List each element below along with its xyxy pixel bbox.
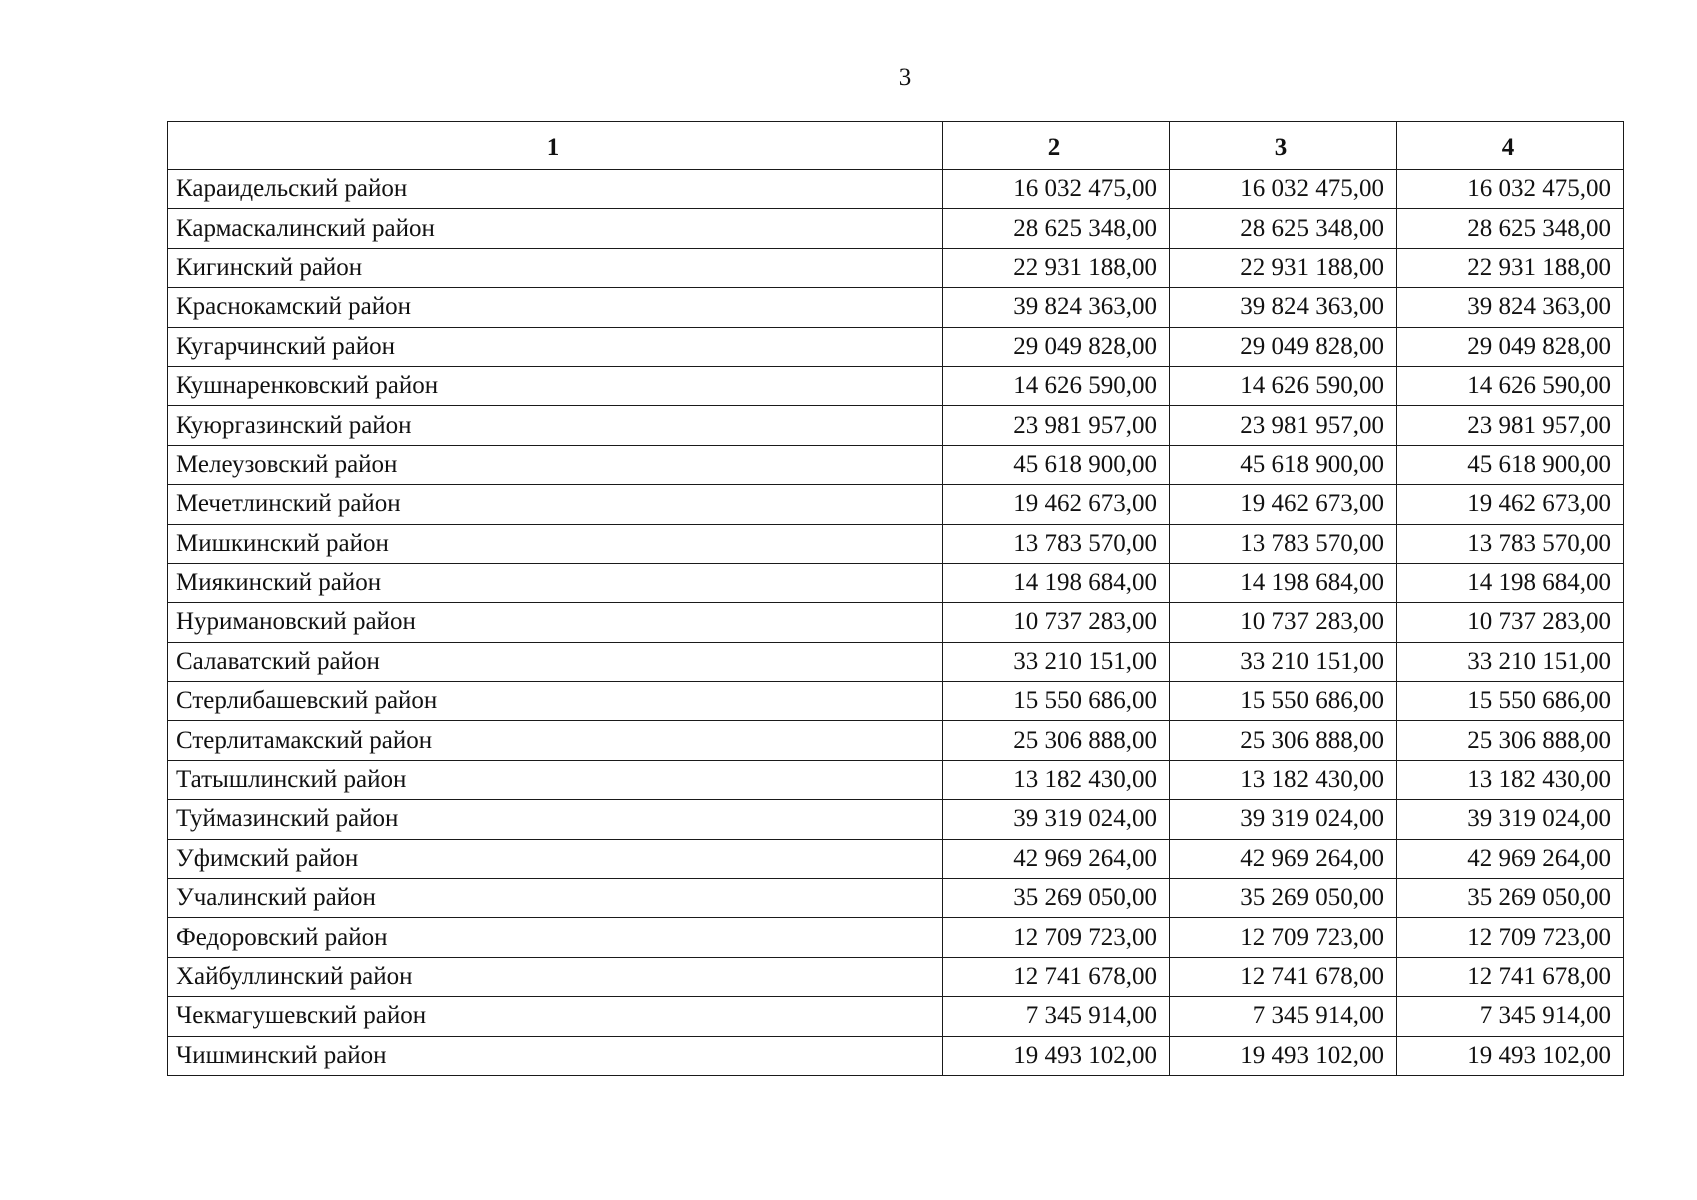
- amount-cell-col-4: 12 709 723,00: [1397, 918, 1624, 957]
- amount-cell-col-3: 14 198 684,00: [1170, 563, 1397, 602]
- amount-cell-col-3: 13 182 430,00: [1170, 760, 1397, 799]
- amount-cell-col-3: 13 783 570,00: [1170, 524, 1397, 563]
- amount-cell-col-4: 15 550 686,00: [1397, 682, 1624, 721]
- amount-cell-col-4: 42 969 264,00: [1397, 839, 1624, 878]
- page-number: 3: [898, 64, 912, 91]
- district-name-cell: Куюргазинский район: [168, 406, 943, 445]
- amount-cell-col-4: 35 269 050,00: [1397, 879, 1624, 918]
- table-row: [168, 288, 1624, 327]
- district-name-cell: Татышлинский район: [168, 760, 943, 799]
- amount-cell-col-2: 13 783 570,00: [943, 524, 1170, 563]
- table-row: [168, 760, 1624, 799]
- district-name-cell: Кугарчинский район: [168, 327, 943, 366]
- amount-cell-col-4: 12 741 678,00: [1397, 957, 1624, 996]
- amount-cell-col-2: 10 737 283,00: [943, 603, 1170, 642]
- amount-cell-col-2: 28 625 348,00: [943, 209, 1170, 248]
- district-name-cell: Мелеузовский район: [168, 445, 943, 484]
- table-row: [168, 170, 1624, 209]
- amount-cell-col-4: 13 182 430,00: [1397, 760, 1624, 799]
- district-name-cell: Салаватский район: [168, 642, 943, 681]
- table-row: [168, 406, 1624, 445]
- amount-cell-col-2: 13 182 430,00: [943, 760, 1170, 799]
- district-name-cell: Чишминский район: [168, 1036, 943, 1075]
- amount-cell-col-4: 14 626 590,00: [1397, 366, 1624, 405]
- amount-cell-col-2: 23 981 957,00: [943, 406, 1170, 445]
- amount-cell-col-3: 12 709 723,00: [1170, 918, 1397, 957]
- district-name-cell: Уфимский район: [168, 839, 943, 878]
- table-row: [168, 327, 1624, 366]
- amount-cell-col-2: 16 032 475,00: [943, 170, 1170, 209]
- amount-cell-col-4: 10 737 283,00: [1397, 603, 1624, 642]
- amount-cell-col-3: 14 626 590,00: [1170, 366, 1397, 405]
- amount-cell-col-2: 7 345 914,00: [943, 997, 1170, 1036]
- amount-cell-col-4: 25 306 888,00: [1397, 721, 1624, 760]
- amount-cell-col-4: 29 049 828,00: [1397, 327, 1624, 366]
- amount-cell-col-4: 22 931 188,00: [1397, 248, 1624, 287]
- amount-cell-col-2: 12 741 678,00: [943, 957, 1170, 996]
- amount-cell-col-3: 22 931 188,00: [1170, 248, 1397, 287]
- amount-cell-col-3: 25 306 888,00: [1170, 721, 1397, 760]
- table-row: [168, 642, 1624, 681]
- table-row: [168, 879, 1624, 918]
- amount-cell-col-3: 10 737 283,00: [1170, 603, 1397, 642]
- table-row: [168, 485, 1624, 524]
- table-row: [168, 366, 1624, 405]
- district-name-cell: Мечетлинский район: [168, 485, 943, 524]
- district-name-cell: Учалинский район: [168, 879, 943, 918]
- amount-cell-col-3: 29 049 828,00: [1170, 327, 1397, 366]
- district-name-cell: Кушнаренковский район: [168, 366, 943, 405]
- amount-cell-col-2: 14 626 590,00: [943, 366, 1170, 405]
- table-row: [168, 1036, 1624, 1075]
- district-name-cell: Федоровский район: [168, 918, 943, 957]
- district-name-cell: Кигинский район: [168, 248, 943, 287]
- amount-cell-col-2: 25 306 888,00: [943, 721, 1170, 760]
- amount-cell-col-4: 39 824 363,00: [1397, 288, 1624, 327]
- amount-cell-col-2: 29 049 828,00: [943, 327, 1170, 366]
- table-row: [168, 248, 1624, 287]
- amount-cell-col-4: 14 198 684,00: [1397, 563, 1624, 602]
- amount-cell-col-2: 14 198 684,00: [943, 563, 1170, 602]
- district-name-cell: Караидельский район: [168, 170, 943, 209]
- amount-cell-col-3: 28 625 348,00: [1170, 209, 1397, 248]
- district-name-cell: Нуримановский район: [168, 603, 943, 642]
- amount-cell-col-2: 45 618 900,00: [943, 445, 1170, 484]
- district-name-cell: Чекмагушевский район: [168, 997, 943, 1036]
- amount-cell-col-4: 19 462 673,00: [1397, 485, 1624, 524]
- amount-cell-col-2: 19 493 102,00: [943, 1036, 1170, 1075]
- amount-cell-col-4: 39 319 024,00: [1397, 800, 1624, 839]
- amount-cell-col-3: 39 319 024,00: [1170, 800, 1397, 839]
- amount-cell-col-4: 13 783 570,00: [1397, 524, 1624, 563]
- table-row: [168, 563, 1624, 602]
- amount-cell-col-3: 39 824 363,00: [1170, 288, 1397, 327]
- amount-cell-col-3: 16 032 475,00: [1170, 170, 1397, 209]
- amount-cell-col-3: 19 462 673,00: [1170, 485, 1397, 524]
- column-header-1: 1: [168, 122, 943, 170]
- amount-cell-col-3: 45 618 900,00: [1170, 445, 1397, 484]
- district-name-cell: Мишкинский район: [168, 524, 943, 563]
- district-name-cell: Кармаскалинский район: [168, 209, 943, 248]
- district-name-cell: Миякинский район: [168, 563, 943, 602]
- amount-cell-col-4: 28 625 348,00: [1397, 209, 1624, 248]
- district-name-cell: Хайбуллинский район: [168, 957, 943, 996]
- header-row: [168, 122, 1624, 170]
- amount-cell-col-3: 19 493 102,00: [1170, 1036, 1397, 1075]
- district-name-cell: Туймазинский район: [168, 800, 943, 839]
- amount-cell-col-2: 19 462 673,00: [943, 485, 1170, 524]
- district-name-cell: Стерлитамакский район: [168, 721, 943, 760]
- table-row: [168, 997, 1624, 1036]
- district-name-cell: Краснокамский район: [168, 288, 943, 327]
- amount-cell-col-2: 33 210 151,00: [943, 642, 1170, 681]
- amount-cell-col-4: 23 981 957,00: [1397, 406, 1624, 445]
- amount-cell-col-3: 42 969 264,00: [1170, 839, 1397, 878]
- amount-cell-col-3: 15 550 686,00: [1170, 682, 1397, 721]
- amount-cell-col-4: 19 493 102,00: [1397, 1036, 1624, 1075]
- amount-cell-col-3: 12 741 678,00: [1170, 957, 1397, 996]
- amount-cell-col-2: 42 969 264,00: [943, 839, 1170, 878]
- amount-cell-col-2: 39 319 024,00: [943, 800, 1170, 839]
- amount-cell-col-2: 12 709 723,00: [943, 918, 1170, 957]
- amount-cell-col-3: 33 210 151,00: [1170, 642, 1397, 681]
- table-row: [168, 445, 1624, 484]
- table-row: [168, 918, 1624, 957]
- district-name-cell: Стерлибашевский район: [168, 682, 943, 721]
- table-row: [168, 524, 1624, 563]
- amount-cell-col-3: 7 345 914,00: [1170, 997, 1397, 1036]
- table-row: [168, 603, 1624, 642]
- amount-cell-col-4: 16 032 475,00: [1397, 170, 1624, 209]
- amount-cell-col-4: 33 210 151,00: [1397, 642, 1624, 681]
- amount-cell-col-4: 45 618 900,00: [1397, 445, 1624, 484]
- table-row: [168, 721, 1624, 760]
- amount-cell-col-2: 15 550 686,00: [943, 682, 1170, 721]
- column-header-3: 3: [1170, 122, 1397, 170]
- column-header-2: 2: [943, 122, 1170, 170]
- table-row: [168, 800, 1624, 839]
- table-row: [168, 682, 1624, 721]
- table-body: [168, 170, 1624, 1076]
- amount-cell-col-3: 35 269 050,00: [1170, 879, 1397, 918]
- amount-cell-col-4: 7 345 914,00: [1397, 997, 1624, 1036]
- table-row: [168, 209, 1624, 248]
- table-row: [168, 839, 1624, 878]
- amount-cell-col-2: 22 931 188,00: [943, 248, 1170, 287]
- column-header-4: 4: [1397, 122, 1624, 170]
- amount-cell-col-2: 35 269 050,00: [943, 879, 1170, 918]
- district-budget-table: [167, 121, 1624, 1076]
- amount-cell-col-3: 23 981 957,00: [1170, 406, 1397, 445]
- table-row: [168, 957, 1624, 996]
- amount-cell-col-2: 39 824 363,00: [943, 288, 1170, 327]
